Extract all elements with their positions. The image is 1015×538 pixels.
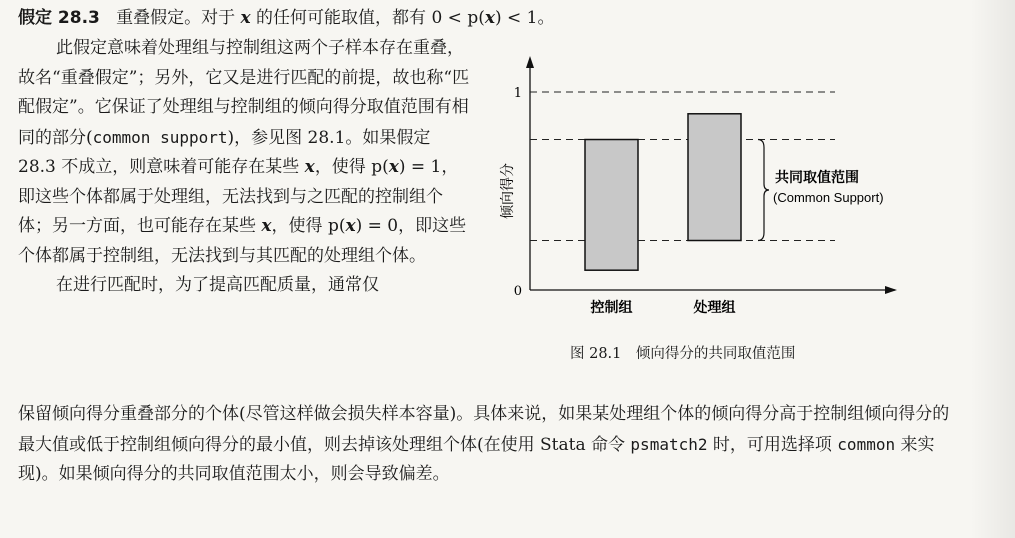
para2-s1: 在进行匹配时，为了提高匹配质量，通常仅	[56, 275, 379, 295]
assumption-text-a: 对于	[201, 8, 241, 28]
para1-s5: ，使得 p(	[271, 216, 346, 236]
bar-control	[585, 140, 638, 271]
paragraph-matching	[18, 400, 953, 490]
para2-cmd-psmatch2: psmatch2	[630, 434, 708, 454]
y-axis-arrow-icon	[526, 56, 534, 68]
para1-s2: )，参见图 28.1。如果假定 28.3 不成立，则意味着可能存在某些	[18, 127, 431, 177]
assumption-line	[18, 4, 978, 32]
para1-s3: ，使得 p(	[314, 157, 389, 177]
y-tick-label-0: 0	[513, 284, 522, 299]
para2-s2: 保留倾向得分重叠部分的个体(尽管这样做会损失样本容量)。具体来说，如果某处理组个体的倾向得分高于控制组倾向得分的最大值或低于控制组倾向得分的最小值，则去掉该处理组个体(在使用 Stata 命令	[18, 404, 950, 455]
assumption-title: 重叠假定。	[116, 8, 202, 28]
paragraph-overlap-explanation	[18, 34, 473, 301]
common-support-chart	[490, 50, 930, 340]
figure-caption: 图 28.1 倾向得分的共同取值范围	[570, 346, 796, 362]
para1-s1: 此假定意味着处理组与控制组这两个子样本存在重叠，故名“重叠假定”；另外，它又是进行匹配的前提，故也称“匹配假定”。它保证了处理组与控制组的倾向得分取值范围有相同的部分(	[18, 38, 470, 148]
page-edge-shadow	[970, 0, 1015, 538]
assumption-label: 假定 28.3	[18, 8, 100, 28]
y-axis-label: 倾向得分	[500, 163, 516, 219]
para2-s3: 时，可用选择项	[707, 434, 838, 455]
common-support-brace	[758, 140, 769, 241]
para1-var1: x	[304, 157, 315, 177]
assumption-text-b: 的任何可能取值，都有 0 < p(	[250, 8, 485, 28]
para1-common-support: common support	[92, 127, 228, 147]
brace-label-en: (Common Support)	[773, 190, 884, 206]
para1-s6: ) = 0，即这些个体都属于控制组，无法找到与其匹配的处理组个体。	[18, 216, 467, 266]
category-label-treatment: 处理组	[693, 300, 736, 316]
brace-label-cn: 共同取值范围	[775, 170, 859, 187]
figure-28-1	[490, 50, 930, 370]
category-label-control: 控制组	[590, 300, 633, 316]
x-axis-arrow-icon	[885, 286, 897, 294]
para1-s4: ) = 1，即这些个体都属于处理组，无法找到与之匹配的控制组个体；另一方面，也可能存在某些	[18, 157, 459, 236]
assumption-var-x: x	[240, 8, 251, 28]
para1-var4: x	[345, 216, 356, 236]
y-tick-label-1: 1	[513, 86, 522, 101]
para2-s4: 来实现)。如果倾向得分的共同取值范围太小，则会导致偏差。	[18, 434, 935, 484]
para1-var3: x	[261, 216, 272, 236]
bar-treatment	[688, 114, 741, 241]
assumption-text-c: ) < 1。	[494, 8, 555, 28]
para1-var2: x	[388, 157, 399, 177]
para2-cmd-common: common	[837, 434, 896, 454]
assumption-var-x2: x	[484, 8, 495, 28]
